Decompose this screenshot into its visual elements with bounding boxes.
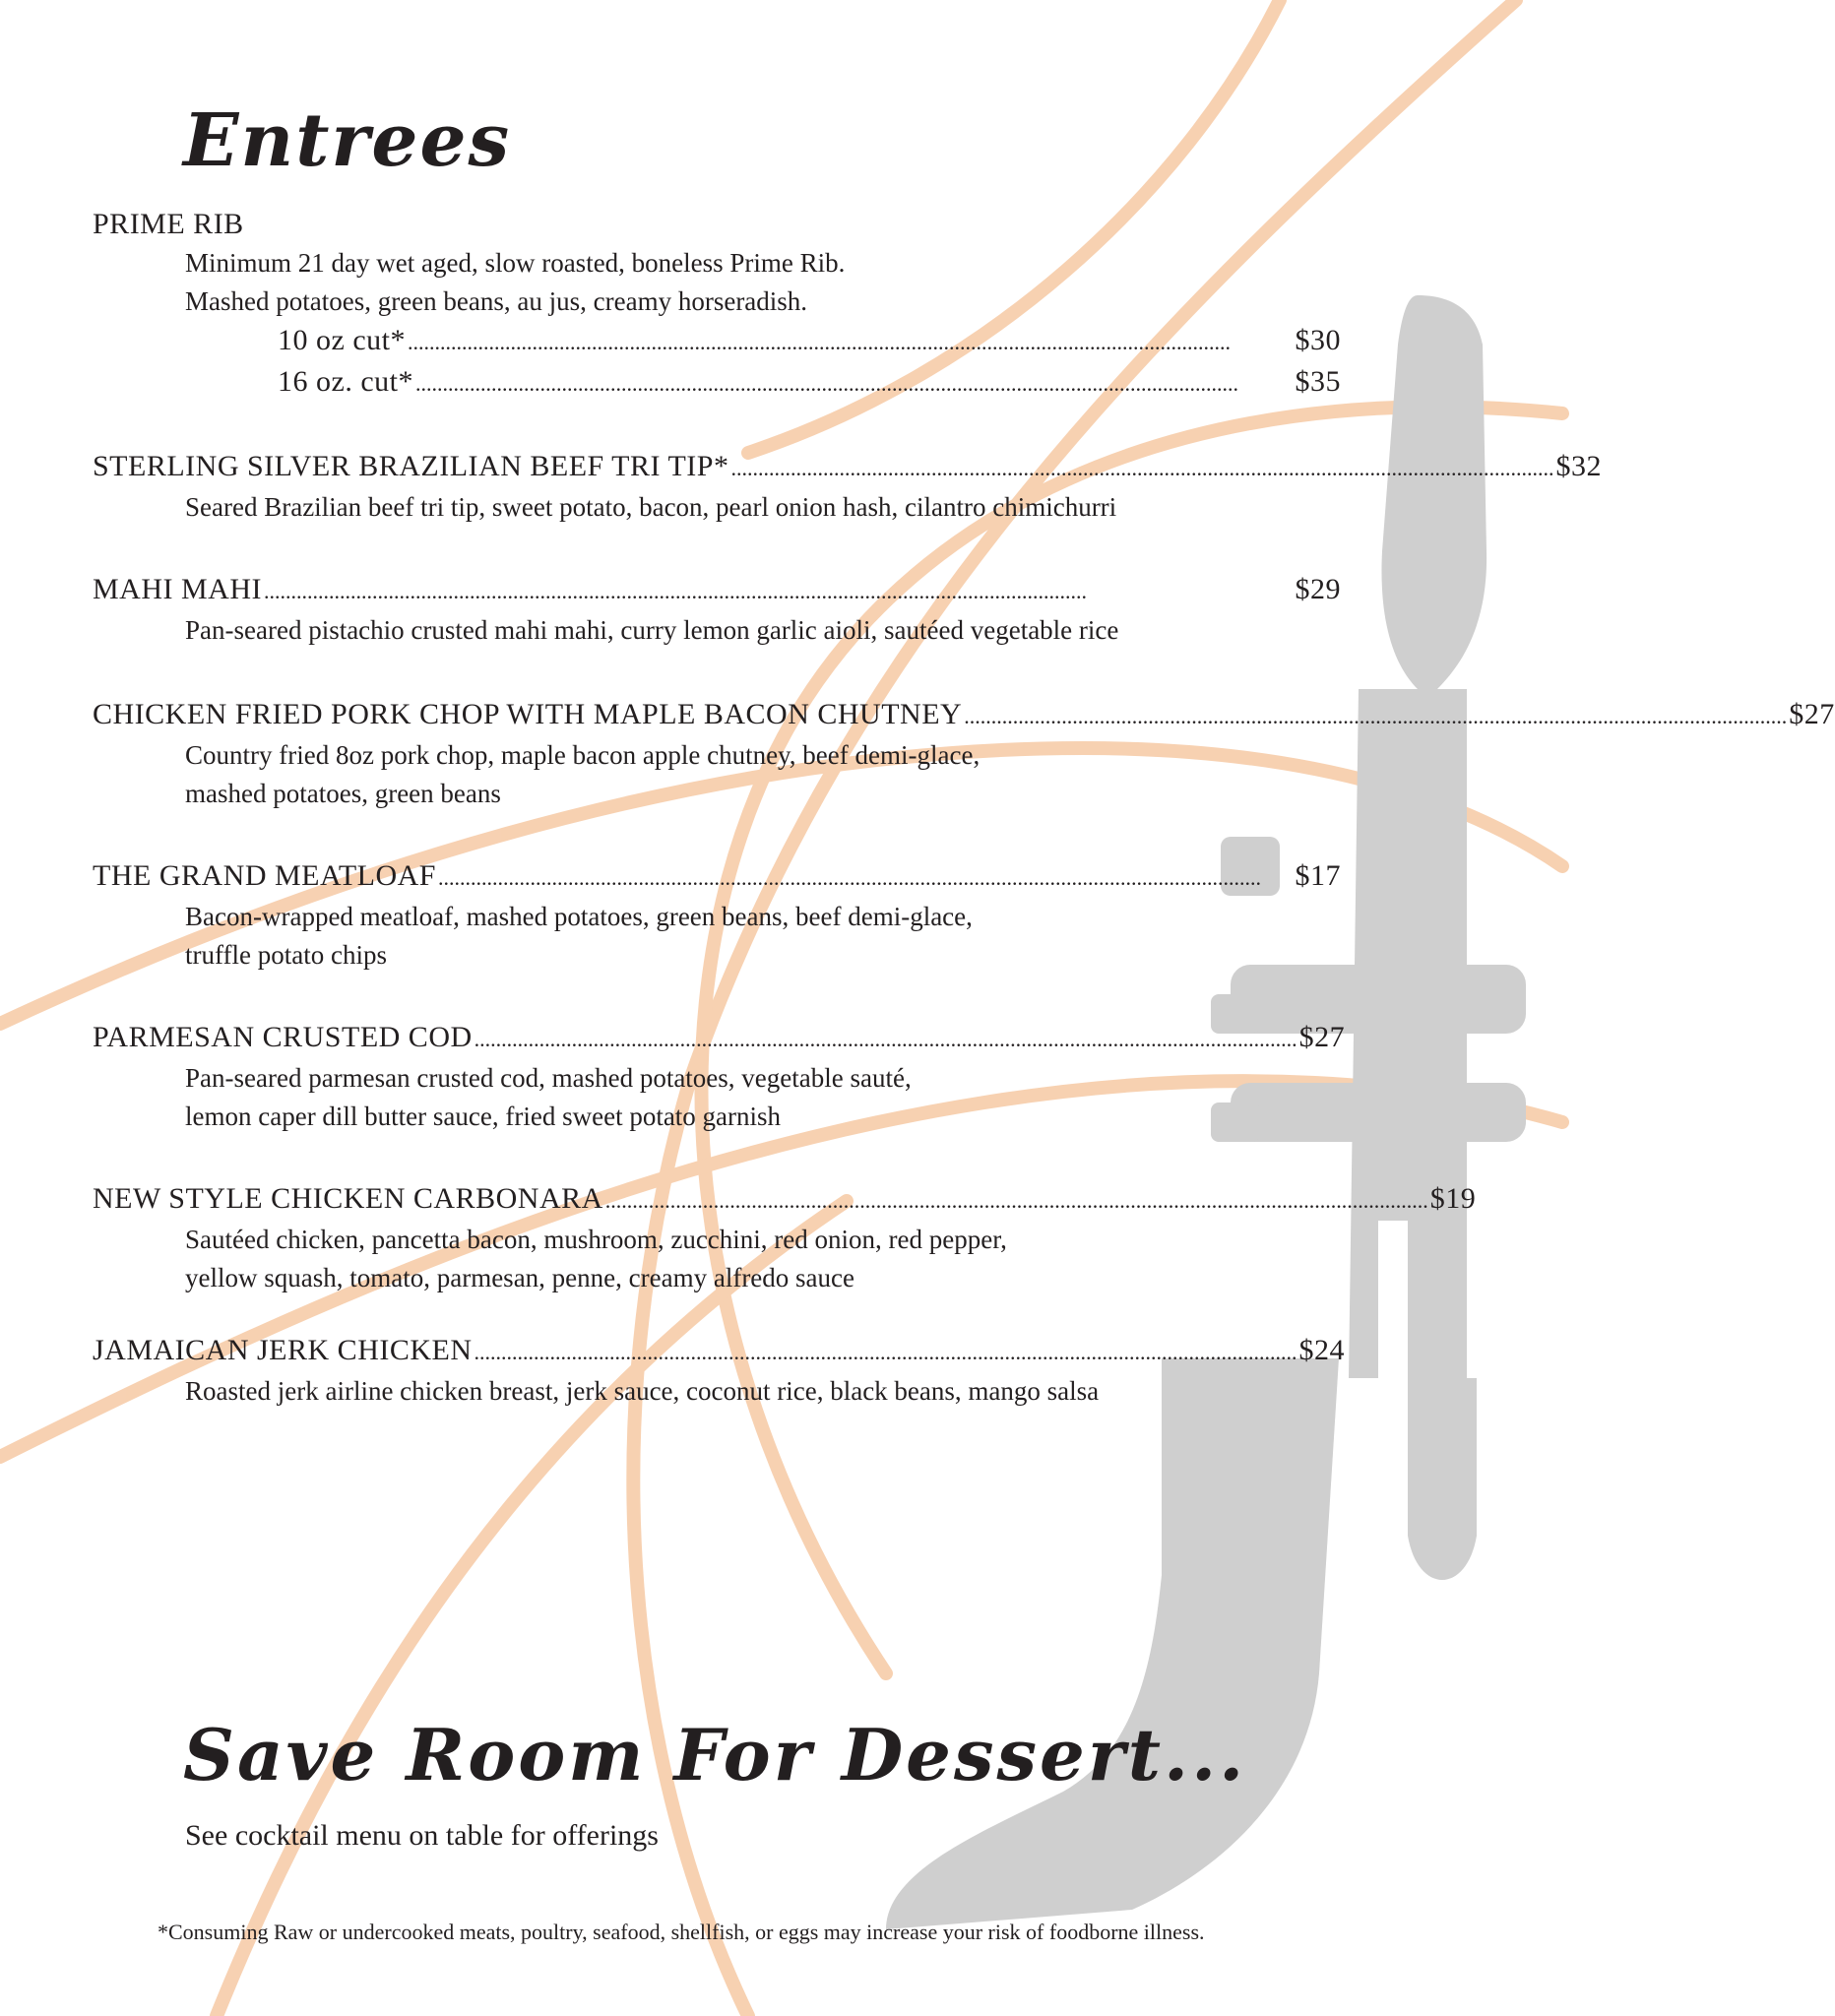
menu-item-name: THE GRAND MEATLOAF <box>93 859 436 892</box>
menu-item-price: $27 <box>1789 698 1835 730</box>
menu-item <box>93 856 1341 975</box>
menu-item-description: Sautéed chicken, pancetta bacon, mushroom, zucchini, red onion, red pepper, <box>185 1225 1007 1254</box>
menu-item-header <box>93 1018 1346 1059</box>
dot-leader: ........................................................................................................................................................ <box>604 1188 1428 1213</box>
menu-item-name: PARMESAN CRUSTED COD <box>93 1021 473 1053</box>
menu-item <box>93 1018 1346 1136</box>
menu-item-description: lemon caper dill butter sauce, fried sweet potato garnish <box>185 1102 782 1131</box>
menu-item-name: JAMAICAN JERK CHICKEN <box>93 1334 473 1366</box>
menu-item-name: PRIME RIB <box>93 208 244 240</box>
menu-item-header <box>93 570 1341 611</box>
menu-item-header <box>93 447 1602 488</box>
health-disclaimer: *Consuming Raw or undercooked meats, poultry, seafood, shellfish, or eggs may increase your risk of foodborne illness. <box>158 1920 1205 1944</box>
menu-item-description: Seared Brazilian beef tri tip, sweet potato, bacon, pearl onion hash, cilantro chimichurri <box>185 492 1117 522</box>
menu-item <box>93 1331 1346 1411</box>
menu-item-description: Pan-seared parmesan crusted cod, mashed potatoes, vegetable sauté, <box>185 1063 912 1093</box>
dot-leader: ........................................................................................................................................................ <box>264 579 1087 603</box>
menu-item-price: $32 <box>1555 450 1602 482</box>
page-title: Entrees <box>183 98 512 183</box>
menu-item-header <box>93 695 1835 736</box>
entrees-list <box>93 205 1835 1440</box>
menu-item-header <box>93 205 1341 244</box>
menu-item-header <box>93 856 1341 898</box>
menu-item-name: NEW STYLE CHICKEN CARBONARA <box>93 1182 603 1215</box>
dot-leader: ........................................................................................................................................................ <box>474 1027 1297 1051</box>
menu-item <box>93 695 1835 813</box>
menu-item-description: Bacon-wrapped meatloaf, mashed potatoes, green beans, beef demi-glace, <box>185 902 973 931</box>
cut-option <box>278 362 1341 404</box>
dot-leader: ........................................................................................................................................................ <box>474 1340 1297 1364</box>
dot-leader: ........................................................................................................................................................ <box>964 704 1788 728</box>
menu-item-description: Mashed potatoes, green beans, au jus, creamy horseradish. <box>185 286 808 316</box>
cut-label: 10 oz cut* <box>278 324 406 356</box>
menu-item-prime-rib <box>93 205 1341 404</box>
menu-item-description: Pan-seared pistachio crusted mahi mahi, curry lemon garlic aioli, sautéed vegetable rice <box>185 615 1119 645</box>
menu-item-price: $17 <box>1295 859 1341 892</box>
menu-item <box>93 570 1341 650</box>
menu-item-price: $27 <box>1298 1021 1346 1053</box>
dessert-note: See cocktail menu on table for offerings <box>185 1819 659 1852</box>
menu-item-description: Roasted jerk airline chicken breast, jerk sauce, coconut rice, black beans, mango salsa <box>185 1376 1100 1406</box>
menu-item <box>93 1179 1477 1297</box>
menu-item-description: yellow squash, tomato, parmesan, penne, creamy alfredo sauce <box>185 1263 854 1292</box>
dot-leader: ........................................................................................................................................................ <box>438 865 1261 890</box>
menu-item <box>93 447 1602 527</box>
cut-price: $35 <box>1295 365 1341 398</box>
menu-item-price: $24 <box>1298 1334 1346 1366</box>
menu-item-name: CHICKEN FRIED PORK CHOP WITH MAPLE BACON CHUTNEY <box>93 698 963 730</box>
menu-item-description: mashed potatoes, green beans <box>185 779 501 808</box>
dot-leader: ........................................................................................................................................................ <box>730 456 1554 480</box>
cut-option <box>278 321 1341 362</box>
menu-item-description: truffle potato chips <box>185 940 387 970</box>
dot-leader: ........................................................................................................................................................ <box>407 330 1231 354</box>
menu-item-header <box>93 1331 1346 1372</box>
menu-item-price: $29 <box>1295 573 1341 605</box>
dot-leader: ........................................................................................................................................................ <box>414 371 1238 396</box>
menu-item-description: Country fried 8oz pork chop, maple bacon apple chutney, beef demi-glace, <box>185 740 981 770</box>
menu-item-name: MAHI MAHI <box>93 573 262 605</box>
cut-label: 16 oz. cut* <box>278 365 413 398</box>
menu-item-name: STERLING SILVER BRAZILIAN BEEF TRI TIP* <box>93 450 729 482</box>
menu-item-price: $19 <box>1429 1182 1477 1215</box>
dessert-heading: Save Room For Dessert... <box>183 1713 1247 1796</box>
menu-item-description: Minimum 21 day wet aged, slow roasted, boneless Prime Rib. <box>185 248 846 278</box>
menu-item-header <box>93 1179 1477 1221</box>
cut-price: $30 <box>1295 324 1341 356</box>
